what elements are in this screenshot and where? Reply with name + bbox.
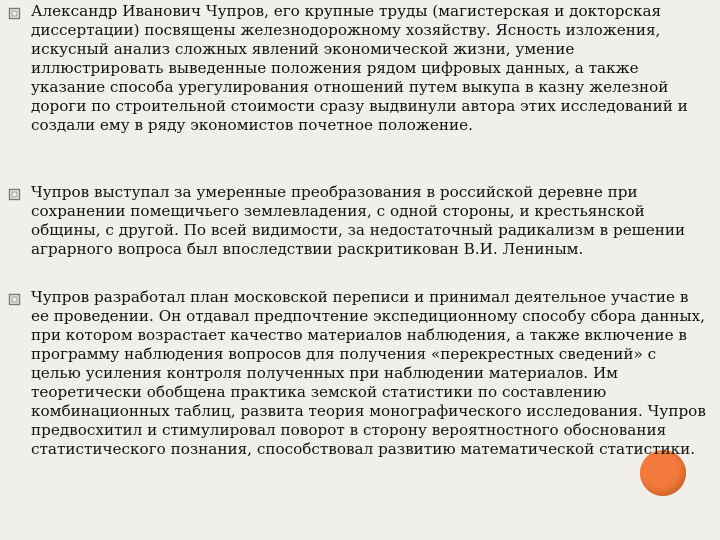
bullet-text: Чупров разработал план московской переписи и принимал деятельное участие в ее проведении. Он отдавал предпочтение экспедиционному способу сбора данных, при котором возрастает качество материалов наблюдения, а также включение в программу наблюдения вопросов для получения «перекрестных сведений» с целью усиления контроля полученных при наблюдении материалов. Им теоретически обобщена практика земской статистики по составлению комбинационных таблиц, развита теория монографического исследования. Чупров предвосхитил и стимулировал поворот в сторону вероятностного обоснования статистического познания, способствовал развитию математической статистики. [31, 288, 706, 458]
open-square-bullet-icon [8, 293, 21, 306]
bullet-list [8, 2, 708, 459]
bullet-item [8, 2, 708, 183]
open-square-bullet-icon [8, 7, 21, 20]
open-square-bullet-icon [8, 188, 21, 201]
bullet-text: Александр Иванович Чупров, его крупные труды (магистерская и докторская диссертации) посвящены железнодорожному хозяйству. Ясность изложения, искусный анализ сложных явлений экономической жизни, умение иллюстрировать выведенные положения рядом цифровых данных, а также указание способа урегулирования отношений путем выкупа в казну железной дороги по строительной стоимости сразу выдвинули автора этих исследований и создали ему в ряду экономистов почетное положение. [31, 2, 688, 134]
bullet-item [8, 288, 708, 459]
bullet-text: Чупров выступал за умеренные преобразования в российской деревне при сохранении помещичьего землевладения, с одной стороны, и крестьянской общины, с другой. По всей видимости, за недостаточный радикализм в решении аграрного вопроса был впоследствии раскритикован В.И. Лениным. [31, 183, 686, 258]
bullet-item [8, 183, 708, 288]
